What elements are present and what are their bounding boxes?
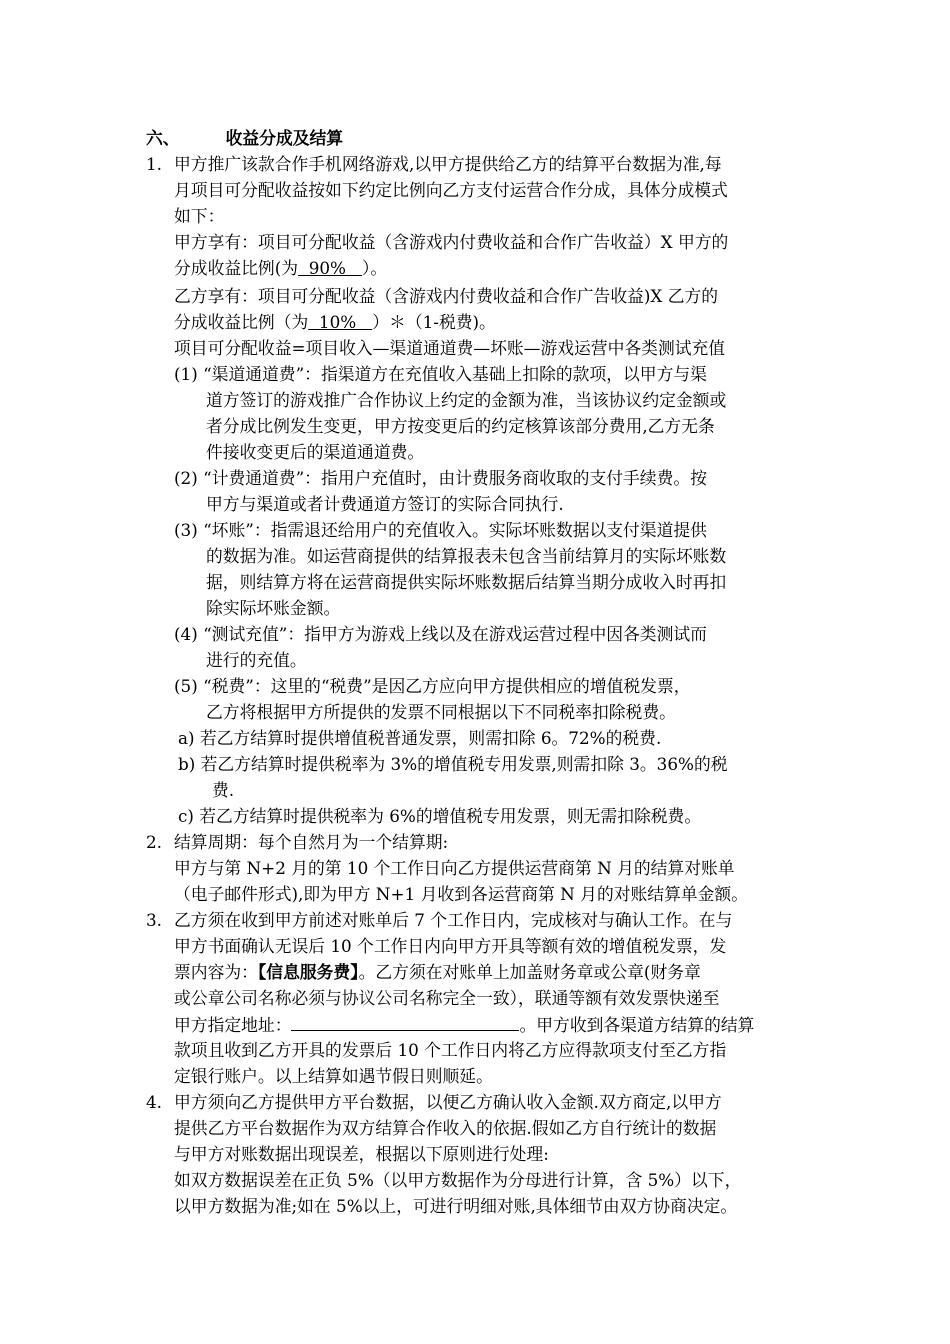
item1-line4: 甲方享有：项目可分配收益（含游戏内付费收益和合作广告收益）X 甲方的 — [174, 232, 729, 252]
item2-number: 2. — [146, 832, 163, 852]
item1-number: 1. — [146, 154, 163, 174]
address-label: 甲方指定地址： — [174, 1015, 292, 1035]
item1-line6: 乙方享有：项目可分配收益（含游戏内付费收益和合作广告收益)X 乙方的 — [174, 286, 719, 306]
party-a-ratio-label: 分成收益比例(为 — [174, 258, 299, 278]
item2-line2: 甲方与第 N+2 月的第 10 个工作日向乙方提供运营商第 N 月的结算对账单 — [174, 858, 735, 878]
item4-line4: 如双方数据误差在正负 5%（以甲方数据作为分母进行计算，含 5%）以下， — [174, 1170, 742, 1190]
party-b-ratio-end: ）＊（1-税费)。 — [372, 312, 496, 332]
address-rest: 。甲方收到各渠道方结算的结算 — [519, 1015, 755, 1035]
item3-line5 — [174, 1012, 754, 1037]
item1-line3: 如下： — [174, 206, 225, 226]
item1-line7 — [174, 310, 496, 334]
item1-line8: 项目可分配收益=项目收入—渠道通道费—坏账—游戏运营中各类测试充值 — [174, 338, 726, 358]
sub4-line2: 进行的充值。 — [206, 650, 307, 670]
invoice-content-value: 【信息服务费】 — [257, 962, 359, 982]
sub2-line2: 甲方与渠道或者计费通道方签订的实际合同执行. — [206, 494, 564, 514]
party-b-ratio-label: 分成收益比例（为 — [174, 312, 309, 332]
item3-line2: 甲方书面确认无误后 10 个工作日内向甲方开具等额有效的增值税发票，发 — [174, 936, 727, 956]
item2-line3: （电子邮件形式),即为甲方 N+1 月收到各运营商第 N 月的对账结算单金额。 — [174, 884, 748, 904]
section-heading — [146, 126, 343, 150]
item3-line7: 定银行账户。以上结算如遇节假日则顺延。 — [174, 1066, 493, 1086]
party-a-ratio-end: ）。 — [362, 258, 388, 278]
item2-line1: 结算周期：每个自然月为一个结算期: — [174, 832, 449, 852]
address-blank-field[interactable] — [291, 1012, 519, 1031]
sub4-line1: (4) “测试充值”：指甲方为游戏上线以及在游戏运营过程中因各类测试而 — [174, 624, 707, 644]
party-b-ratio-value: 10% — [308, 312, 373, 332]
item3-line1: 乙方须在收到甲方前述对账单后 7 个工作日内，完成核对与确认工作。在与 — [174, 910, 733, 930]
invoice-content-label: 票内容为： — [174, 962, 258, 982]
item4-line3: 与甲方对账数据出现误差，根据以下原则进行处理: — [174, 1144, 549, 1164]
tax-option-c: c) 若乙方结算时提供税率为 6%的增值税专用发票，则无需扣除税费。 — [178, 806, 702, 826]
sub2-line1: (2) “计费通道费”：指用户充值时，由计费服务商收取的支付手续费。按 — [174, 468, 707, 488]
sub3-line2: 的数据为准。如运营商提供的结算报表未包含当前结算月的实际坏账数 — [206, 546, 727, 566]
tax-option-b-line1: b) 若乙方结算时提供税率为 3%的增值税专用发票,则需扣除 3。36%的税 — [178, 754, 728, 774]
sub3-line1: (3) “坏账”：指需退还给用户的充值收入。实际坏账数据以支付渠道提供 — [174, 520, 707, 540]
section-number: 六、 — [146, 128, 180, 148]
tax-option-a: a) 若乙方结算时提供增值税普通发票，则需扣除 6。72%的税费. — [178, 728, 662, 748]
item3-number: 3. — [146, 910, 163, 930]
item4-line1: 甲方须向乙方提供甲方平台数据，以便乙方确认收入金额.双方商定,以甲方 — [174, 1092, 722, 1112]
item4-line5: 以甲方数据为准;如在 5%以上，可进行明细对账,具体细节由双方协商决定。 — [174, 1196, 738, 1216]
invoice-content-rest: 。乙方须在对账单上加盖财务章或公章(财务章 — [358, 962, 701, 982]
sub5-line2: 乙方将根据甲方所提供的发票不同根据以下不同税率扣除税费。 — [206, 702, 676, 722]
sub1-line4: 件接收变更后的渠道通道费。 — [206, 442, 425, 462]
item1-line1: 甲方推广该款合作手机网络游戏,以甲方提供给乙方的结算平台数据为准,每 — [174, 154, 722, 174]
sub3-line3: 据，则结算方将在运营商提供实际坏账数据后结算当期分成收入时再扣 — [206, 572, 727, 592]
item1-line2: 月项目可分配收益按如下约定比例向乙方支付运营合作分成，具体分成模式 — [174, 180, 728, 200]
item4-number: 4. — [146, 1092, 163, 1112]
sub1-line1: (1) “渠道通道费”：指渠道方在充值收入基础上扣除的款项，以甲方与渠 — [174, 364, 707, 384]
section-title: 收益分成及结算 — [225, 128, 344, 148]
tax-option-b-line2: 费. — [212, 780, 235, 800]
sub5-line1: (5) “税费”：这里的“税费”是因乙方应向甲方提供相应的增值税发票， — [174, 676, 691, 696]
sub1-line2: 道方签订的游戏推广合作协议上约定的金额为准，当该协议约定金额或 — [206, 390, 727, 410]
sub3-line4: 除实际坏账金额。 — [206, 598, 341, 618]
item3-line6: 款项且收到乙方开具的发票后 10 个工作日内将乙方应得款项支付至乙方指 — [174, 1040, 727, 1060]
party-a-ratio-value: 90% — [298, 258, 363, 278]
item4-line2: 提供乙方平台数据作为双方结算合作收入的依据.假如乙方自行统计的数据 — [174, 1118, 717, 1138]
item3-line3 — [174, 960, 701, 984]
item3-line4: 或公章公司名称必须与协议公司名称完全一致），联通等额有效发票快递至 — [174, 988, 720, 1008]
sub1-line3: 者分成比例发生变更，甲方按变更后的约定核算该部分费用,乙方无条 — [206, 416, 715, 436]
item1-line5 — [174, 256, 387, 280]
